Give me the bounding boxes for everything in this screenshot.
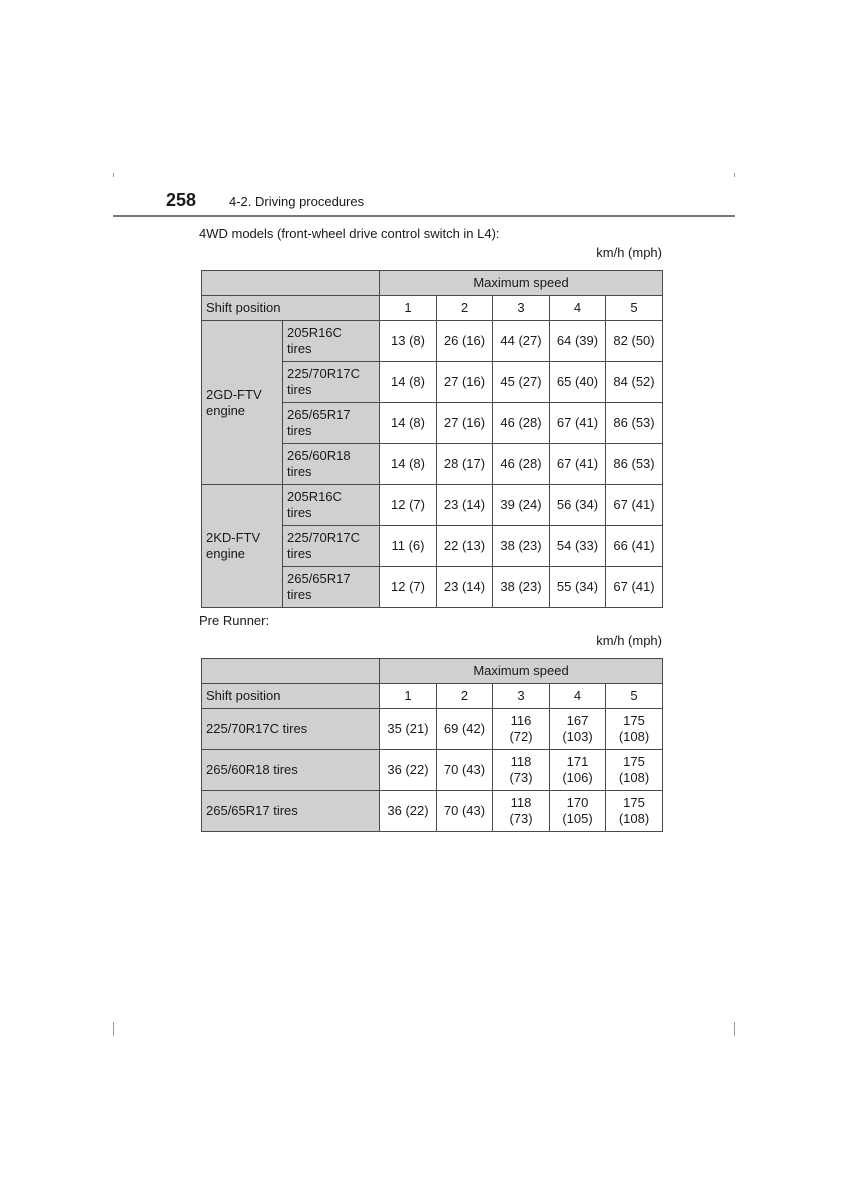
speed-value: 170 — [566, 795, 589, 810]
speed-value: 35 (21) — [387, 721, 429, 736]
speed-value: (108) — [618, 729, 650, 744]
header-rule — [113, 215, 735, 217]
engine-cell — [202, 485, 283, 608]
unit-4wd: km/h (mph) — [596, 245, 662, 260]
speed-value: 175 — [623, 795, 645, 810]
tire-cell — [283, 444, 380, 485]
speed-value-cell: 65 (40) — [550, 362, 606, 403]
max-speed-header: Maximum speed — [380, 659, 663, 684]
shift-position-header: Shift position — [202, 684, 380, 709]
crop-mark-bottom-left — [113, 1022, 114, 1036]
speed-value-cell: 45 (27) — [493, 362, 550, 403]
speed-value: (105) — [562, 811, 593, 826]
speed-value-cell: 64 (39) — [550, 321, 606, 362]
speed-value: (108) — [618, 811, 650, 826]
speed-table-prerunner — [201, 658, 663, 832]
speed-value-cell: 46 (28) — [493, 403, 550, 444]
gear-header: 4 — [550, 296, 606, 321]
speed-value-cell: 12 (7) — [380, 567, 437, 608]
engine-label: engine — [206, 546, 246, 561]
speed-value: (73) — [509, 811, 533, 826]
speed-value: 118 — [510, 795, 532, 810]
speed-value-cell: 67 (41) — [550, 444, 606, 485]
tire-cell — [283, 526, 380, 567]
speed-value: 36 (22) — [387, 803, 429, 818]
gear-header: 1 — [380, 296, 437, 321]
speed-value: 175 — [623, 713, 645, 728]
gear-header: 3 — [493, 684, 550, 709]
speed-value: (73) — [509, 770, 533, 785]
speed-value-cell — [606, 709, 663, 750]
tire-label: tires — [287, 587, 312, 602]
speed-value-cell: 67 (41) — [606, 485, 663, 526]
tire-cell — [283, 362, 380, 403]
unit-prerunner: km/h (mph) — [596, 633, 662, 648]
speed-value-cell — [437, 709, 493, 750]
tire-cell: 265/60R18 tires — [202, 750, 380, 791]
speed-value: 167 — [566, 713, 589, 728]
speed-value-cell: 82 (50) — [606, 321, 663, 362]
speed-value-cell: 14 (8) — [380, 444, 437, 485]
gear-header: 3 — [493, 296, 550, 321]
tire-label: 225/70R17C — [287, 366, 360, 381]
speed-value: 118 — [510, 754, 532, 769]
speed-value: 69 (42) — [443, 721, 486, 736]
speed-value-cell: 44 (27) — [493, 321, 550, 362]
speed-value-cell — [493, 750, 550, 791]
speed-value-cell: 14 (8) — [380, 403, 437, 444]
engine-label: 2KD-FTV — [206, 530, 261, 545]
speed-value-cell: 39 (24) — [493, 485, 550, 526]
speed-value-cell — [550, 791, 606, 832]
speed-value-cell — [380, 709, 437, 750]
tire-label: 265/60R18 — [287, 448, 351, 463]
gear-header: 5 — [606, 296, 663, 321]
engine-cell — [202, 321, 283, 485]
speed-value: (108) — [618, 770, 650, 785]
speed-value-cell: 28 (17) — [437, 444, 493, 485]
speed-value-cell: 14 (8) — [380, 362, 437, 403]
engine-label: engine — [206, 402, 246, 418]
tire-cell — [283, 567, 380, 608]
tire-label: tires — [287, 423, 312, 438]
speed-value: 175 — [623, 754, 645, 769]
tire-label: tires — [287, 505, 312, 520]
engine-label: 2GD-FTV — [206, 386, 262, 402]
speed-value-cell: 56 (34) — [550, 485, 606, 526]
section-title: 4-2. Driving procedures — [229, 194, 365, 209]
tire-cell: 265/65R17 tires — [202, 791, 380, 832]
speed-value-cell: 84 (52) — [606, 362, 663, 403]
speed-value: (103) — [562, 729, 593, 744]
speed-value-cell: 12 (7) — [380, 485, 437, 526]
max-speed-header: Maximum speed — [380, 271, 663, 296]
speed-value-cell: 67 (41) — [550, 403, 606, 444]
speed-value-cell: 86 (53) — [606, 403, 663, 444]
speed-value: 116 — [510, 713, 532, 728]
speed-value-cell: 11 (6) — [380, 526, 437, 567]
speed-value-cell — [493, 709, 550, 750]
speed-value-cell: 54 (33) — [550, 526, 606, 567]
tire-cell — [283, 403, 380, 444]
shift-position-header: Shift position — [202, 296, 380, 321]
speed-value: 70 (43) — [443, 762, 486, 777]
speed-value: 171 — [566, 754, 589, 769]
speed-value-cell — [380, 791, 437, 832]
speed-value-cell — [550, 750, 606, 791]
header-blank-cell — [202, 659, 380, 684]
speed-value: (72) — [509, 729, 533, 744]
speed-value-cell: 13 (8) — [380, 321, 437, 362]
speed-value: 70 (43) — [443, 803, 486, 818]
gear-header: 4 — [550, 684, 606, 709]
crop-mark-top-left — [113, 173, 114, 177]
intro-prerunner: Pre Runner: — [199, 613, 270, 628]
tire-label: 265/65R17 — [287, 407, 351, 422]
speed-value-cell — [550, 709, 606, 750]
tire-label: tires — [287, 464, 312, 479]
speed-value-cell: 66 (41) — [606, 526, 663, 567]
crop-mark-top-right — [734, 173, 735, 177]
page-number: 258 — [166, 190, 197, 210]
tire-label: 205R16C — [287, 325, 342, 340]
tire-label: tires — [287, 382, 312, 397]
speed-value-cell — [380, 750, 437, 791]
speed-value-cell: 27 (16) — [437, 403, 493, 444]
speed-value-cell: 38 (23) — [493, 567, 550, 608]
tire-label: tires — [287, 341, 312, 356]
speed-value-cell: 23 (14) — [437, 567, 493, 608]
speed-value-cell — [437, 791, 493, 832]
tire-cell — [283, 321, 380, 362]
speed-value: (106) — [562, 770, 593, 785]
speed-value-cell — [606, 791, 663, 832]
speed-value-cell: 23 (14) — [437, 485, 493, 526]
speed-value-cell — [606, 750, 663, 791]
crop-mark-bottom-right — [734, 1022, 735, 1036]
header-blank-cell — [202, 271, 380, 296]
speed-value-cell: 46 (28) — [493, 444, 550, 485]
speed-value: 36 (22) — [387, 762, 429, 777]
gear-header: 1 — [380, 684, 437, 709]
speed-value-cell: 86 (53) — [606, 444, 663, 485]
speed-value-cell: 55 (34) — [550, 567, 606, 608]
intro-4wd: 4WD models (front-wheel drive control switch in L4): — [199, 226, 500, 241]
speed-value-cell: 26 (16) — [437, 321, 493, 362]
speed-value-cell: 67 (41) — [606, 567, 663, 608]
tire-label: 225/70R17C — [287, 530, 360, 545]
speed-value-cell — [493, 791, 550, 832]
tire-cell: 225/70R17C tires — [202, 709, 380, 750]
speed-table-4wd — [201, 270, 663, 608]
tire-label: 205R16C — [287, 489, 342, 504]
gear-header: 2 — [437, 684, 493, 709]
gear-header: 2 — [437, 296, 493, 321]
speed-value-cell: 22 (13) — [437, 526, 493, 567]
speed-value-cell: 38 (23) — [493, 526, 550, 567]
tire-cell — [283, 485, 380, 526]
tire-label: tires — [287, 546, 312, 561]
speed-value-cell: 27 (16) — [437, 362, 493, 403]
gear-header: 5 — [606, 684, 663, 709]
speed-value-cell — [437, 750, 493, 791]
tire-label: 265/65R17 — [287, 571, 351, 586]
